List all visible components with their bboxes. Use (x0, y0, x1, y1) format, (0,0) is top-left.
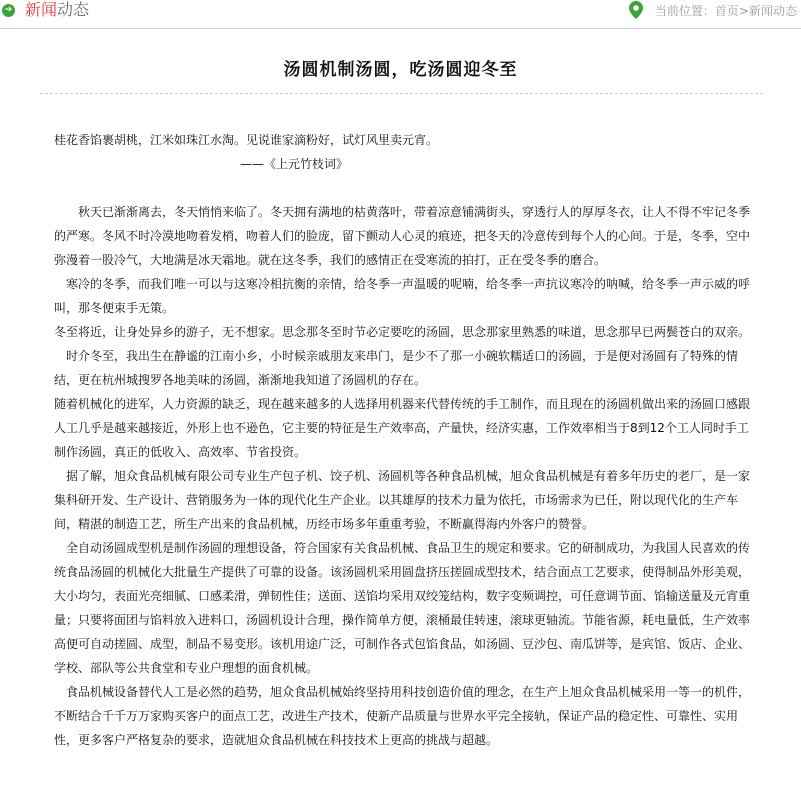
location-label: 当前位置： (654, 3, 715, 18)
spacer (54, 176, 754, 200)
breadcrumb-separator: > (738, 3, 749, 18)
section-title-highlight: 新闻 (25, 0, 58, 19)
article-paragraph: 时介冬至，我出生在静谧的江南小乡，小时候亲戚朋友来串门，是少不了那一小碗软糯适口的汤圆，于是便对汤圆有了特殊的情结，更在杭州城搜罗各地美味的汤圆，渐渐地我知道了汤圆机的存在。 (54, 349, 739, 387)
breadcrumb (715, 2, 797, 19)
article-paragraph: 食品机械设备替代人工是必然的趋势，旭众食品机械始终坚持用科技创造价值的理念，在生产上旭众食品机械采用一等一的机件，不断结合千千万万家购买客户的面点工艺，改进生产技术，使新产品质量与世界水平完全接轨，保证产品的稳定性、可靠性、实用性，更多客户严格复杂的要求，造就旭众食品机械在科技技术上更高的挑战与超越。 (54, 685, 751, 747)
section-title-rest: 动态 (57, 0, 90, 19)
article-body (54, 128, 754, 752)
location-pin-icon (629, 1, 643, 19)
poem-attribution: ——《上元竹枝词》 (240, 157, 349, 171)
article-paragraph: 冬至将近，让身处异乡的游子，无不想家。思念那冬至时节必定要吃的汤圆，思念那家里熟悉的味道，思念那早已两鬓苍白的双亲。 (54, 325, 751, 339)
article-paragraph: 寒冷的冬季，而我们唯一可以与这寒冷相抗衡的亲情，给冬季一声温暖的呢喃，给冬季一声抗议寒冷的呐喊，给冬季一声示威的呼叫，那冬便束手无策。 (54, 277, 751, 315)
article-paragraph: 随着机械化的进军，人力资源的缺乏，现在越来越多的人选择用机器来代替传统的手工制作，而且现在的汤圆机做出来的汤圆口感跟人工几乎是越来越接近，外形上也不逊色，它主要的特征是生产效率高，产量快，经济实惠，工作效率相当于8到12个工人同时手工制作汤圆，真正的低收入、高效率、节省投资。 (54, 397, 751, 459)
section-title (2, 0, 89, 20)
article-paragraph: 全自动汤圆成型机是制作汤圆的理想设备，符合国家有关食品机械、食品卫生的规定和要求。它的研制成功，为我国人民喜欢的传统食品汤圆的机械化大批量生产提供了可靠的设备。该汤圆机采用圆盘挤压搓圆成型技术，结合面点工艺要求，使得制品外形美观，大小均匀，表面光亮细腻、口感柔滑，弹韧性佳；送面、送馅均采用双绞笼结构，数字变频调控，可任意调节面、馅输送量及元宵重量；只要将面团与馅料放入进料口，汤圆机设计合理，操作简单方便，滚桶最佳转速，滚球更轴流。节能省源，耗电量低，生产效率高便可自动搓圆、成型，制品不易变形。该机用途广泛，可制作各式包馅食品，如汤圆、豆沙包、南瓜饼等，是宾馆、饭店、企业、学校、部队等公共食堂和专业户理想的面食机械。 (54, 541, 751, 675)
section-header-bar (0, 0, 801, 29)
breadcrumb-news[interactable]: 新闻动态 (748, 3, 797, 18)
article-paragraph: 据了解，旭众食品机械有限公司专业生产包子机、饺子机、汤圆机等各种食品机械，旭众食品机械是有着多年历史的老厂，是一家集科研开发、生产设计、营销服务为一体的现代化生产企业。以其雄厚的技术力量为依托，市场需求为已任，附以现代化的生产车间，精湛的制造工艺，所生产出来的食品机械，历经市场多年重重考验，不断赢得海内外客户的赞誉。 (54, 469, 751, 531)
article-paragraph: 秋天已渐渐离去，冬天悄悄来临了。冬天拥有满地的枯黄落叶，带着凉意铺满街头，穿透行人的厚厚冬衣，让人不得不牢记冬季的严寒。冬风不时冷漠地吻着发梢，吻着人们的脸庞，留下颤动人心灵的痕迹，把冬天的冷意传到每个人的心间。于是，冬季，空中弥漫着一股冷气，大地满是冰天霜地。就在这冬季，我们的感情正在受寒流的拍打，正在受冬季的磨合。 (54, 205, 751, 267)
current-location (629, 0, 797, 20)
title-divider (40, 93, 763, 94)
arrow-right-circle-icon: ➔ (2, 4, 15, 17)
breadcrumb-home[interactable]: 首页 (714, 3, 739, 18)
poem-text: 桂花香馅裹胡桃，江米如珠江水淘。见说谁家滴粉好，试灯风里卖元宵。 (54, 133, 439, 147)
article-title: 汤圆机制汤圆，吃汤圆迎冬至 (283, 60, 518, 80)
